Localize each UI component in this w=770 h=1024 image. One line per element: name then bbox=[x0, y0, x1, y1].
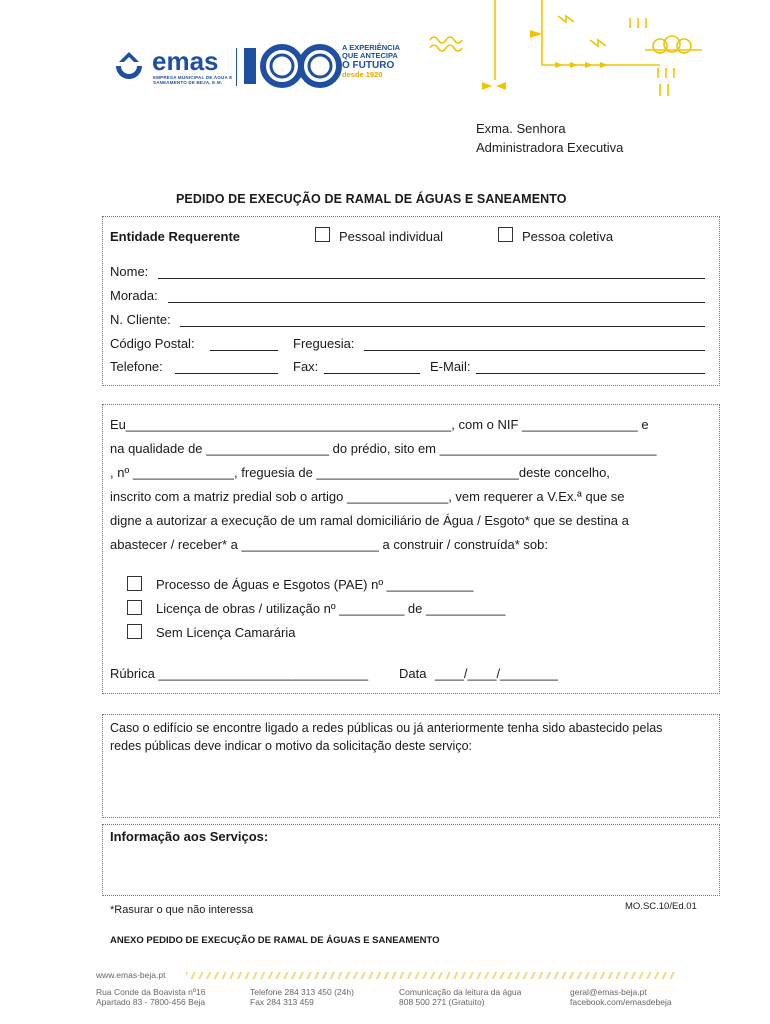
checkbox-pae[interactable] bbox=[127, 576, 142, 591]
request-line-4: inscrito com a matriz predial sob o artigo ______________, vem requerer a V.Ex.ª que se bbox=[110, 489, 625, 504]
tagline bbox=[342, 44, 402, 79]
footer-reading-line-1: Comunicação da leitura da água bbox=[399, 987, 522, 997]
postal-label: Código Postal: bbox=[110, 336, 195, 351]
footer-stripe bbox=[186, 972, 676, 979]
footnote: *Rasurar o que não interessa bbox=[110, 904, 254, 916]
request-line-5: digne a autorizar a execução de um ramal domiciliário de Água / Esgoto* que se destina a bbox=[110, 513, 629, 528]
sem-licenca-label: Sem Licença Camarária bbox=[156, 625, 296, 640]
postal-field[interactable] bbox=[210, 350, 278, 351]
tagline-line-4: desde 1920 bbox=[342, 70, 383, 79]
data-field[interactable]: ____/____/________ bbox=[435, 666, 558, 681]
cliente-label: N. Cliente: bbox=[110, 312, 171, 327]
checkbox-sem-licenca[interactable] bbox=[127, 624, 142, 639]
addressee-line-2: Administradora Executiva bbox=[476, 140, 624, 155]
footer-reading-line-2: 808 500 271 (Gratuito) bbox=[399, 997, 485, 1007]
footer-facebook[interactable]: facebook.com/emasdebeja bbox=[570, 997, 672, 1007]
request-paragraph bbox=[110, 413, 710, 557]
tagline-line-1: A EXPERIÊNCIA bbox=[342, 43, 401, 52]
footer-phone-line-2: Fax 284 313 459 bbox=[250, 997, 314, 1007]
checkbox-individual[interactable] bbox=[315, 227, 330, 242]
footer-email[interactable]: geral@emas-beja.pt bbox=[570, 987, 647, 997]
decorative-pipes-graphic bbox=[420, 0, 710, 100]
telefone-field[interactable] bbox=[175, 373, 278, 374]
tagline-line-2: QUE ANTECIPA bbox=[342, 51, 398, 60]
morada-label: Morada: bbox=[110, 288, 158, 303]
fax-field[interactable] bbox=[324, 373, 420, 374]
cliente-field[interactable] bbox=[180, 326, 705, 327]
addressee bbox=[476, 119, 623, 157]
nome-field[interactable] bbox=[158, 278, 705, 279]
pae-label: Processo de Águas e Esgotos (PAE) nº ____________ bbox=[156, 577, 474, 592]
tagline-line-3: O FUTURO bbox=[342, 60, 395, 71]
emas-logo bbox=[112, 44, 402, 90]
option-coletiva-label: Pessoa coletiva bbox=[522, 229, 614, 244]
footer-phone-line-1: Telefone 284 313 450 (24h) bbox=[250, 987, 354, 997]
logo-subtitle: EMPRESA MUNICIPAL DE ÁGUA E SANEAMENTO DE BEJA, E.M. bbox=[153, 75, 233, 85]
freguesia-label: Freguesia: bbox=[293, 336, 355, 351]
freguesia-field[interactable] bbox=[364, 350, 705, 351]
data-label: Data bbox=[399, 666, 427, 681]
request-line-3: , nº ______________, freguesia de ____________________________deste concelho, bbox=[110, 465, 610, 480]
morada-field[interactable] bbox=[168, 302, 705, 303]
document-code: MO.SC.10/Ed.01 bbox=[625, 901, 697, 912]
checkbox-coletiva[interactable] bbox=[498, 227, 513, 242]
email-field[interactable] bbox=[476, 373, 705, 374]
annex-title: ANEXO PEDIDO DE EXECUÇÃO DE RAMAL DE ÁGUAS E SANEAMENTO bbox=[110, 935, 440, 946]
email-label: E-Mail: bbox=[430, 359, 471, 374]
licenca-obras-label: Licença de obras / utilização nº _________ de ___________ bbox=[156, 601, 506, 616]
request-line-6: abastecer / receber* a ___________________ a construir / construída* sob: bbox=[110, 537, 548, 552]
hundred-emblem bbox=[242, 44, 342, 88]
footer-address bbox=[96, 987, 205, 1007]
telefone-label: Telefone: bbox=[110, 359, 163, 374]
footer-website[interactable]: www.emas-beja.pt bbox=[96, 970, 166, 980]
fax-label: Fax: bbox=[293, 359, 319, 374]
addressee-line-1: Exma. Senhora bbox=[476, 121, 566, 136]
footer-address-line-2: Apartado 83 - 7800-456 Beja bbox=[96, 997, 206, 1007]
info-label: Informação aos Serviços: bbox=[110, 829, 269, 844]
footer-reading bbox=[399, 987, 521, 1007]
option-individual-label: Pessoal individual bbox=[339, 229, 444, 244]
nome-label: Nome: bbox=[110, 264, 149, 279]
footer-phone bbox=[250, 987, 354, 1007]
footer-contacts bbox=[570, 987, 672, 1007]
footer-address-line-1: Rua Conde da Boavista nº16 bbox=[96, 987, 206, 997]
rubrica-field[interactable]: Rúbrica _____________________________ bbox=[110, 666, 369, 681]
logo-word: emas bbox=[152, 46, 219, 76]
request-line-1: Eu_____________________________________________, com o NIF ________________ e bbox=[110, 417, 649, 432]
request-line-2: na qualidade de _________________ do prédio, sito em ______________________________ bbox=[110, 441, 657, 456]
entity-label: Entidade Requerente bbox=[110, 229, 241, 244]
form-title: PEDIDO DE EXECUÇÃO DE RAMAL DE ÁGUAS E SANEAMENTO bbox=[176, 192, 567, 206]
emas-logo-mark bbox=[112, 50, 146, 82]
logo-divider bbox=[236, 48, 237, 86]
reason-text: Caso o edifício se encontre ligado a redes públicas ou já anteriormente tenha sido abastecido pelas redes públicas deve indicar o motivo da solicitação deste serviço: bbox=[110, 721, 663, 753]
checkbox-licenca-obras[interactable] bbox=[127, 600, 142, 615]
